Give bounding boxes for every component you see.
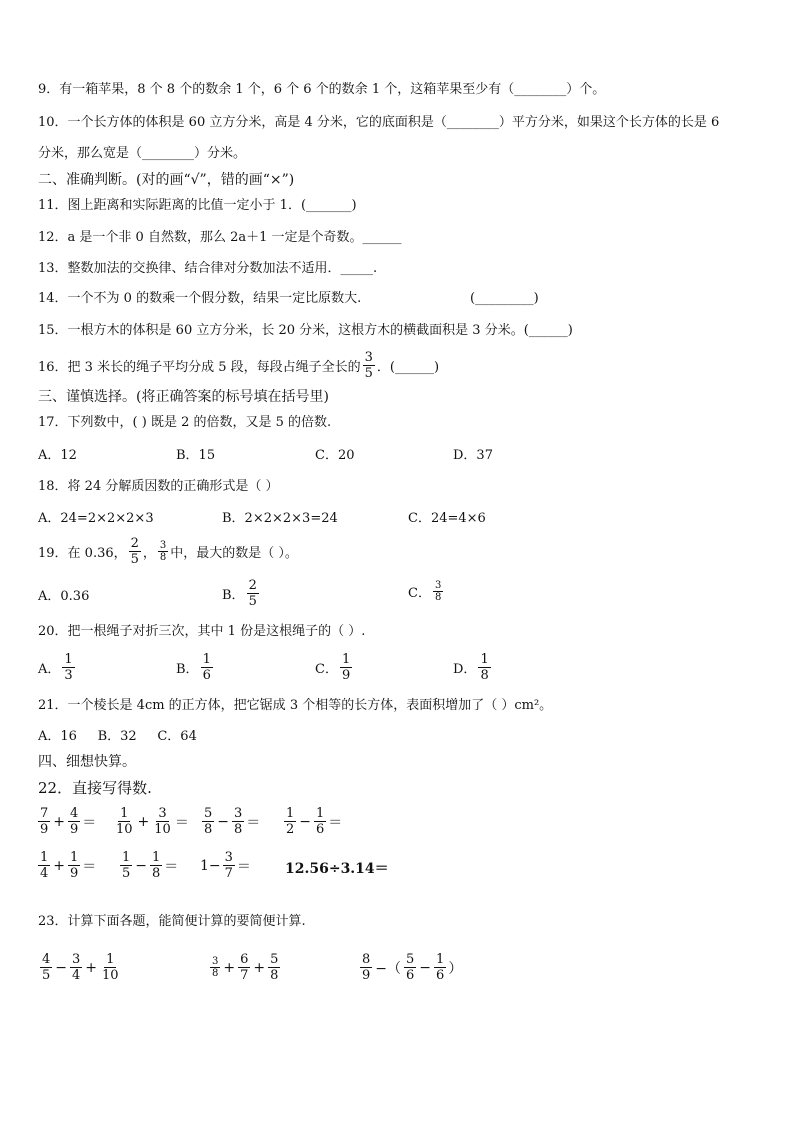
option-17a: A．12 xyxy=(38,448,77,463)
section-4-heading: 四、细想快算。 xyxy=(38,754,136,770)
question-14 xyxy=(38,289,539,309)
q23-expr-3: $\frac{8}{9}$ −（ $\frac{5}{6}$ − $\frac{1}{6}$ ） xyxy=(362,952,463,983)
question-19-fraction-2: $\frac{3}{8}$ xyxy=(159,540,167,563)
option-20b: B． $\frac{1}{6}$ xyxy=(176,652,211,683)
option-18b: B．2×2×2×3=24 xyxy=(222,511,338,526)
option-19b: B． $\frac{2}{5}$ xyxy=(222,578,257,609)
question-17: 17．下列数中，( ) 既是 2 的倍数，又是 5 的倍数. xyxy=(38,415,332,430)
q22-expr-6: $\frac{1}{5}$ − $\frac{1}{8}$ ＝ xyxy=(122,850,179,881)
question-18: 18．将 24 分解质因数的正确形式是（ ） xyxy=(38,479,279,494)
option-17c: C．20 xyxy=(315,448,355,463)
question-16-text: 16．把 3 米长的绳子平均分成 5 段，每段占绳子全长的 xyxy=(38,360,361,375)
q23-expr-2: $\frac{3}{8}$ + $\frac{6}{7}$ + $\frac{5}{8}$ xyxy=(212,952,279,983)
option-18a: A．24=2×2×2×3 xyxy=(38,511,154,526)
q22-expr-8: 12.56÷3.14＝ xyxy=(285,861,389,877)
option-19a: A．0.36 xyxy=(38,589,90,604)
question-10-line2: 分米，那么宽是（________）分米。 xyxy=(38,146,247,161)
question-13: 13．整数加法的交换律、结合律对分数加法不适用．_____. xyxy=(38,261,378,276)
question-16-fraction: $\frac{3}{5}$ xyxy=(364,350,373,381)
question-20: 20．把一根绳子对折三次，其中 1 份是这根绳子的（ ）. xyxy=(38,624,366,639)
q22-expr-2: $\frac{1}{10}$ + $\frac{3}{10}$ ＝ xyxy=(116,806,189,837)
section-2-heading: 二、准确判断。(对的画“√”，错的画“×”) xyxy=(38,172,295,188)
q22-expr-4: $\frac{1}{2}$ − $\frac{1}{6}$ ＝ xyxy=(286,806,343,837)
question-15: 15．一根方木的体积是 60 立方分米，长 20 分米，这根方木的横截面积是 3 分米。(______) xyxy=(38,323,573,338)
question-14-blank: (_________) xyxy=(470,291,539,306)
option-18c: C．24=4×6 xyxy=(408,511,486,526)
question-19: 19．在 0.36， $\frac{2}{5}$ ， $\frac{3}{8}$ 中，最大的数是（ ）。 xyxy=(38,536,298,567)
q22-expr-5: $\frac{1}{4}$ + $\frac{1}{9}$ ＝ xyxy=(40,850,97,881)
option-17d: D．37 xyxy=(453,448,493,463)
question-21-options: A．16 B．32 C．64 xyxy=(38,729,197,744)
q23-expr-1: $\frac{4}{5}$ − $\frac{3}{4}$ + $\frac{1}{10}$ xyxy=(42,952,119,983)
option-19c: C． $\frac{3}{8}$ xyxy=(408,580,442,603)
question-19-fraction-1: $\frac{2}{5}$ xyxy=(130,536,139,567)
q22-expr-7: 1− $\frac{3}{7}$ ＝ xyxy=(200,850,251,881)
question-23-title: 23．计算下面各题，能简便计算的要简便计算. xyxy=(38,914,306,929)
option-20d: D． $\frac{1}{8}$ xyxy=(453,652,489,683)
option-20c: C． $\frac{1}{9}$ xyxy=(315,652,351,683)
question-10-line1: 10．一个长方体的体积是 60 立方分米，高是 4 分米，它的底面积是（________）平方分米，如果这个长方体的长是 6 xyxy=(38,115,720,130)
q22-expr-3: $\frac{5}{8}$ − $\frac{3}{8}$ ＝ xyxy=(204,806,261,837)
question-21: 21．一个棱长是 4cm 的正方体，把它锯成 3 个相等的长方体，表面积增加了（ ）cm²。 xyxy=(38,698,553,713)
question-14-text: 14．一个不为 0 的数乘一个假分数，结果一定比原数大. xyxy=(38,291,362,306)
option-20a: A． $\frac{1}{3}$ xyxy=(38,652,73,683)
question-11: 11．图上距离和实际距离的比值一定小于 1．(_______) xyxy=(38,198,357,213)
section-3-heading: 三、谨慎选择。(将正确答案的标号填在括号里) xyxy=(38,389,329,405)
question-12: 12．a 是一个非 0 自然数，那么 2a＋1 一定是个奇数。______ xyxy=(38,230,402,245)
option-17b: B．15 xyxy=(176,448,216,463)
question-16 xyxy=(38,350,439,381)
q22-expr-1: $\frac{7}{9}$ + $\frac{4}{9}$ ＝ xyxy=(40,806,97,837)
question-22-title: 22．直接写得数. xyxy=(38,779,152,797)
question-9: 9．有一箱苹果，8 个 8 个的数余 1 个，6 个 6 个的数余 1 个，这箱苹果至少有（________）个。 xyxy=(38,82,606,97)
question-16-blank: ．(______) xyxy=(376,360,440,375)
